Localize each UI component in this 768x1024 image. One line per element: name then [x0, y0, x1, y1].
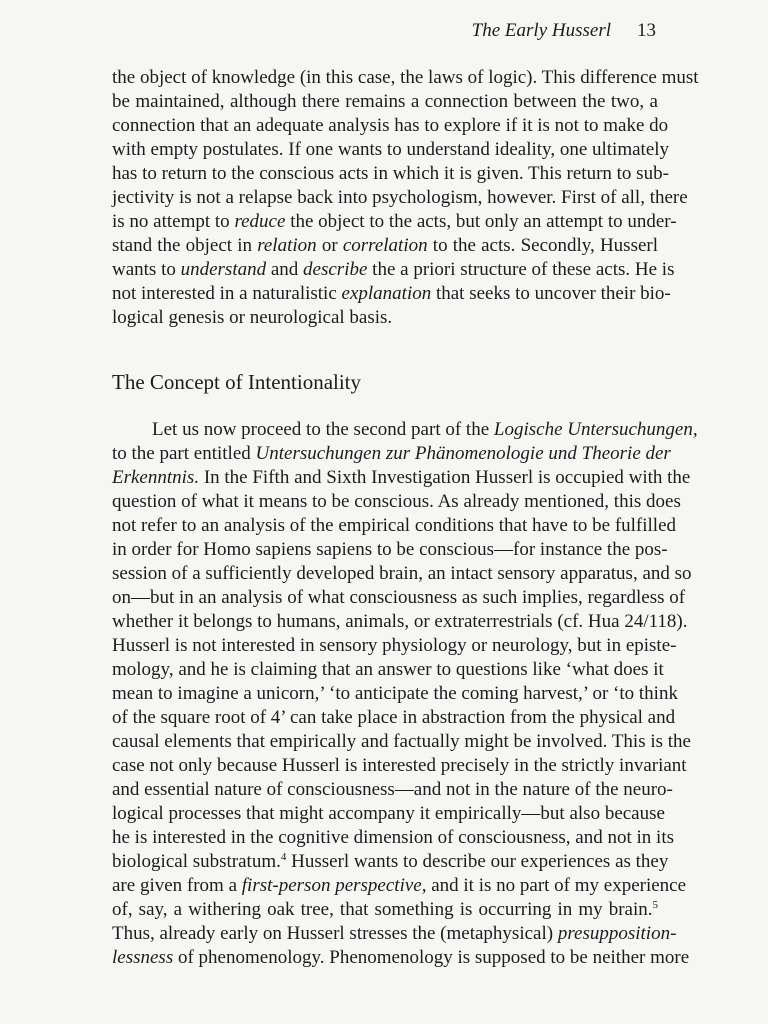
text-line: mean to imagine a unicorn,’ ‘to anticipate the coming harvest,’ or ‘to think — [112, 683, 678, 704]
text-line: Husserl is not interested in sensory physiology or neurology, but in episte- — [112, 635, 677, 656]
text-line: has to return to the conscious acts in which it is given. This return to sub- — [112, 163, 669, 184]
text-line: of the square root of 4’ can take place in abstraction from the physical and — [112, 707, 676, 728]
text-line: and essential nature of consciousness—and not in the nature of the neuro- — [112, 779, 673, 800]
running-head-title: The Early Husserl — [471, 20, 611, 41]
text-line: whether it belongs to humans, animals, or extraterrestrials (cf. Hua 24/118). — [112, 611, 688, 632]
text-line: not interested in a naturalistic explanation that seeks to uncover their bio- — [112, 283, 671, 304]
text-line: stand the object in relation or correlation to the acts. Secondly, Husserl — [112, 235, 659, 256]
text-line: with empty postulates. If one wants to understand ideality, one ultimately — [112, 139, 670, 160]
footnote-ref: 5 — [652, 899, 658, 911]
text-line: biological substratum.$^4$ Husserl wants to describe our experiences as they — [112, 851, 669, 872]
text-line: of, say, a withering oak tree, that something is occurring in my brain.$^5$ — [112, 899, 658, 920]
text-line: not refer to an analysis of the empirical conditions that have to be fulfilled — [112, 515, 677, 536]
text-line: to the part entitled Untersuchungen zur Phänomenologie und Theorie der — [112, 443, 671, 464]
text-line: in order for Homo sapiens sapiens to be conscious—for instance the pos- — [112, 539, 668, 560]
text-line: lessness of phenomenology. Phenomenology is supposed to be neither more — [112, 947, 690, 968]
text-line: causal elements that empirically and factually might be involved. This is the — [112, 731, 691, 752]
footnote-ref: 4 — [280, 851, 287, 863]
text-line: be maintained, although there remains a connection between the two, a — [112, 91, 658, 112]
text-line: Thus, already early on Husserl stresses the (metaphysical) presupposition- — [112, 923, 677, 944]
text-line: question of what it means to be conscious. As already mentioned, this does — [112, 491, 681, 512]
text-line: is no attempt to reduce the object to the acts, but only an attempt to under- — [112, 211, 677, 232]
text-line: are given from a first-person perspective, and it is no part of my experience — [112, 875, 687, 896]
text-line: wants to understand and describe the a priori structure of these acts. He is — [112, 259, 675, 280]
section-heading: The Concept of Intentionality — [112, 370, 362, 394]
text-line: he is interested in the cognitive dimension of consciousness, and not in its — [112, 827, 674, 848]
text-line: connection that an adequate analysis has to explore if it is not to make do — [112, 115, 669, 136]
text-line: mology, and he is claiming that an answer to questions like ‘what does it — [112, 659, 664, 680]
text-line: case not only because Husserl is interested precisely in the strictly invariant — [112, 755, 687, 776]
text-line: Erkenntnis. In the Fifth and Sixth Investigation Husserl is occupied with the — [112, 467, 691, 488]
text-line: jectivity is not a relapse back into psychologism, however. First of all, there — [112, 187, 688, 208]
text-line: on—but in an analysis of what consciousness as such implies, regardless of — [112, 587, 686, 608]
text-line: logical genesis or neurological basis. — [112, 307, 393, 328]
text-line: logical processes that might accompany it empirically—but also because — [112, 803, 665, 824]
text-line: Let us now proceed to the second part of the Logische Untersuchungen, — [152, 419, 698, 440]
text-line: the object of knowledge (in this case, the laws of logic). This difference must — [112, 67, 699, 88]
text-line: session of a sufficiently developed brain, an intact sensory apparatus, and so — [112, 563, 692, 584]
page-number: 13 — [637, 20, 656, 41]
running-head — [112, 20, 656, 42]
